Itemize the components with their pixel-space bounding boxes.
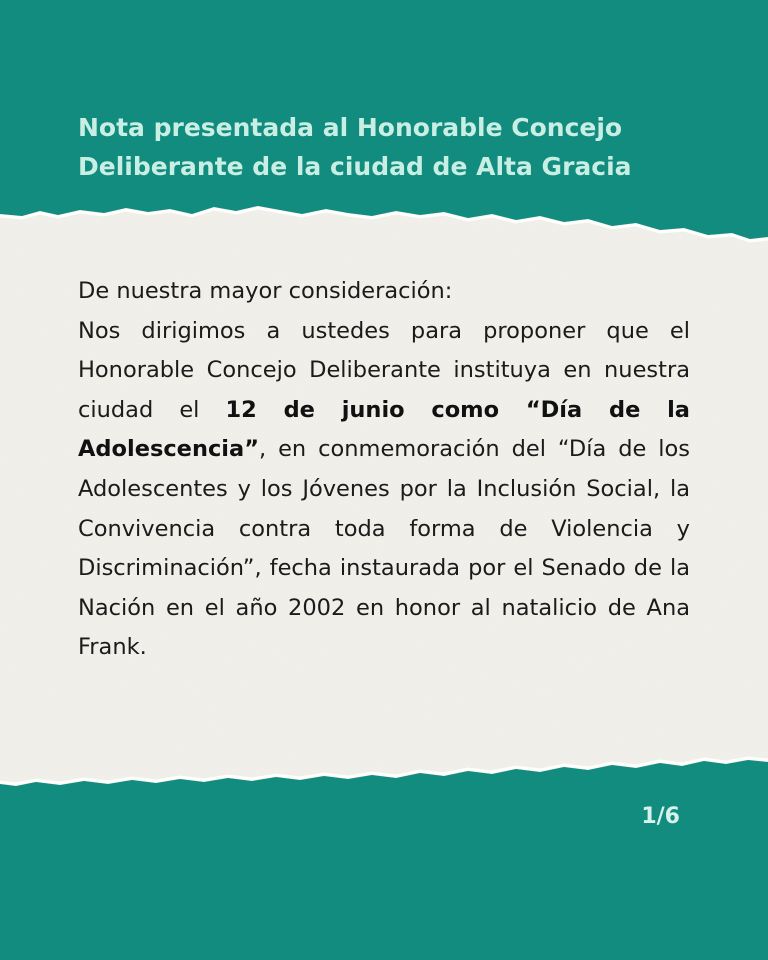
page-indicator: 1/6 bbox=[641, 804, 680, 829]
paragraph-text-start: Nos dirigimos a ustedes para proponer que el Honorable Concejo Deliberante instituya en nuestra ciudad el bbox=[78, 317, 690, 423]
greeting: De nuestra mayor consideración: bbox=[78, 278, 453, 304]
title-line-1: Nota presentada al Honorable Concejo bbox=[78, 113, 623, 142]
letter-body bbox=[78, 272, 690, 668]
letter-paragraph bbox=[78, 312, 690, 668]
title-line-2: Deliberante de la ciudad de Alta Gracia bbox=[78, 152, 632, 181]
highlighted-date: 12 de junio como “Día de la Adolescencia” bbox=[78, 396, 690, 463]
paragraph-text-end: , en conmemoración del “Día de los Adolescentes y los Jóvenes por la Inclusión Social, la Convivencia contra toda forma de Violencia y Discriminación”, fecha instaurada por el Senado de la Nación en el año 2002 en honor al natalicio de Ana Frank. bbox=[78, 436, 690, 661]
